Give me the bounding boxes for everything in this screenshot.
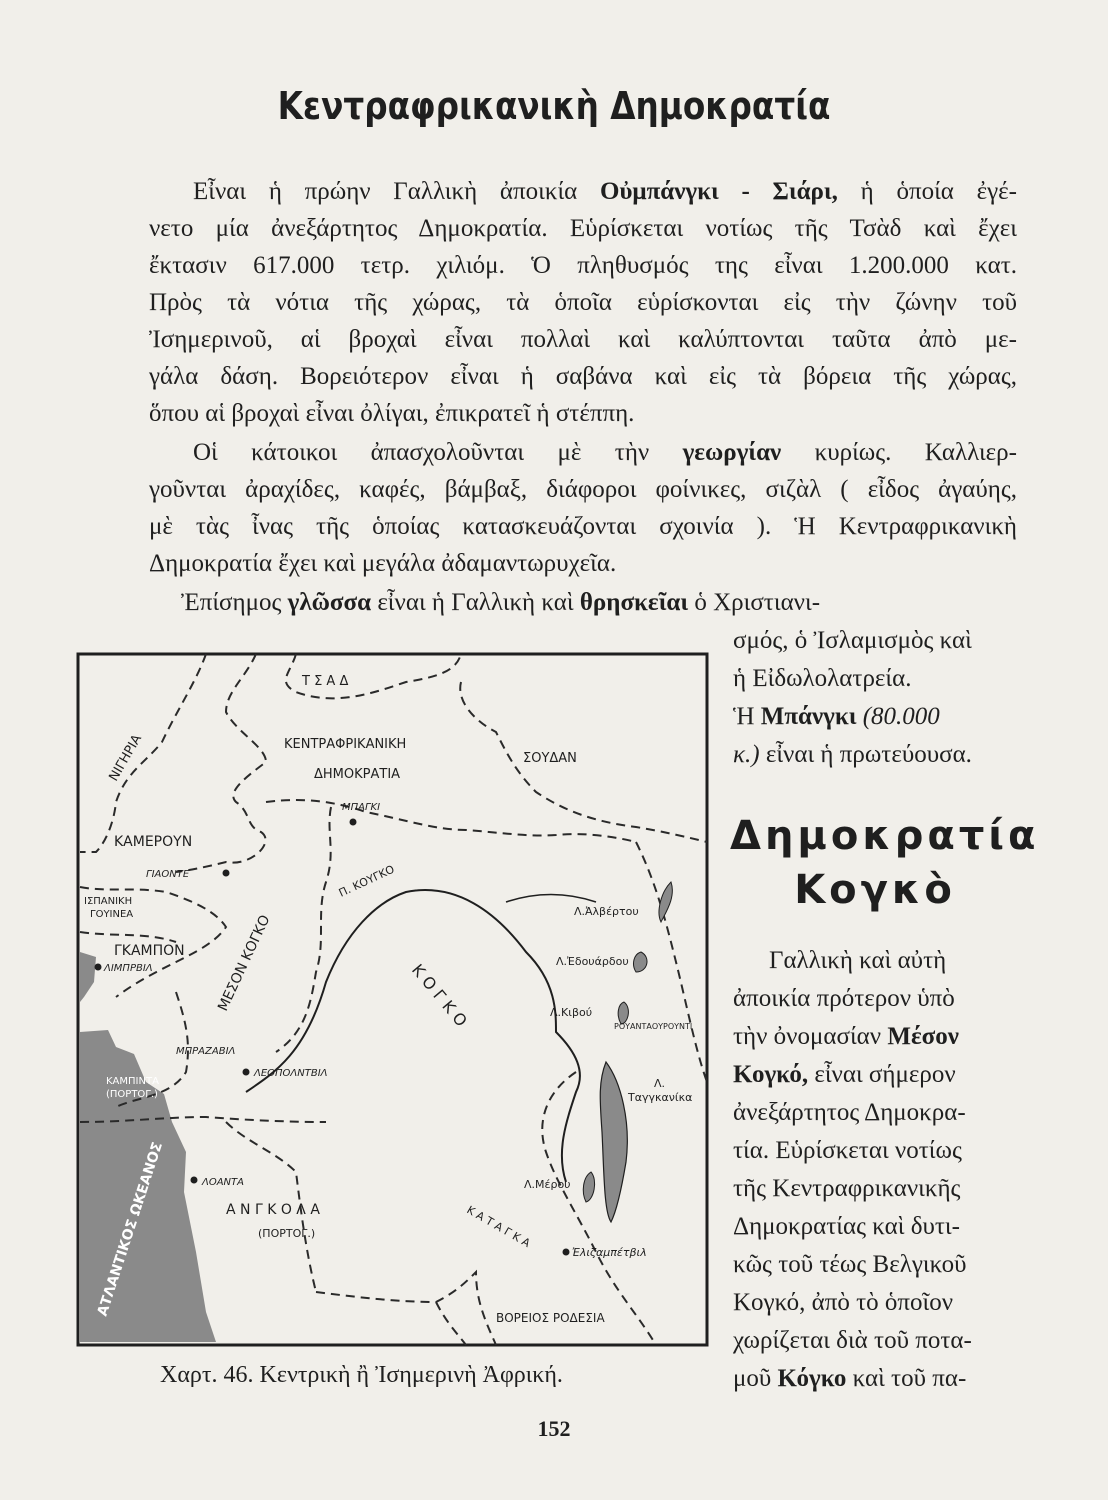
text-line <box>733 1322 1019 1360</box>
label-middle-congo: ΜΕΣΟΝ ΚΟΓΚΟ <box>215 912 274 1014</box>
label-sudan: ΣΟΥΔΑΝ <box>523 751 577 766</box>
text-line <box>149 321 1017 358</box>
section-title-line-1: Δημοκρατία <box>730 813 1040 859</box>
congo-river <box>246 890 580 1182</box>
text-segment: ἀποικία πρότερον ὑπὸ <box>733 985 955 1012</box>
text-segment: Κογκό, <box>733 1061 809 1088</box>
text-segment: γοῦνται ἀραχίδες, καφές, βάμβαξ, διάφοροι φοίνικες, σιζὰλ ( εἶδος ἀγαύης, <box>149 476 1017 503</box>
text-segment: μοῦ <box>733 1365 778 1392</box>
text-line <box>733 660 1019 698</box>
right-column-text-1 <box>733 622 1019 774</box>
text-line <box>733 622 1019 660</box>
text-segment: Μέσον <box>887 1023 959 1050</box>
label-cameroon: ΚΑΜΕΡΟΥΝ <box>114 834 193 850</box>
text-line <box>733 1018 1019 1056</box>
label-congo-river: Π. ΚΟΥΓΚΟ <box>336 862 397 900</box>
text-segment: Εἶναι ἡ πρώην Γαλλικὴ ἀποικία <box>193 178 600 205</box>
label-libreville: ΛΙΜΠΡΒΙΛ <box>104 963 153 974</box>
label-angola-1: Α Ν Γ Κ Ο Λ Α <box>226 1202 320 1218</box>
label-northern-rhodesia: ΒΟΡΕΙΟΣ ΡΟΔΕΣΙΑ <box>496 1311 605 1325</box>
leopoldville-dot <box>243 1069 250 1076</box>
text-segment: εἶναι ἡ Γαλλικὴ καὶ <box>371 589 580 616</box>
text-segment: Οἱ κάτοικοι ἀπασχολοῦνται μὲ τὴν <box>193 439 683 466</box>
text-segment: εἶναι σήμερον <box>808 1061 956 1088</box>
text-segment: μὲ τὰς ἶνας τῆς ὁποίας κατασκευάζονται σχοινία ). Ἡ Κεντραφρικανικὴ <box>149 513 1017 540</box>
label-brazzaville: ΜΠΡΑΖΑΒΙΛ <box>176 1046 236 1057</box>
paragraph-1 <box>149 173 1017 432</box>
text-line <box>733 1208 1019 1246</box>
text-line <box>733 980 1019 1018</box>
lake-mweru <box>583 1172 594 1202</box>
text-line <box>149 395 1017 432</box>
text-segment: τία. Εὑρίσκεται νοτίως <box>733 1137 962 1164</box>
label-angola-2: (ΠΟΡΤΟΓ.) <box>258 1227 316 1240</box>
text-segment: ἀνεξάρτητος Δημοκρα- <box>733 1099 966 1126</box>
text-line <box>733 1360 1019 1398</box>
text-line <box>149 584 1019 621</box>
text-segment: Γαλλικὴ καὶ αὐτὴ <box>769 947 947 974</box>
label-gabon: ΓΚΑΜΠΟΝ <box>114 943 185 959</box>
text-segment: Δημοκρατίας καὶ δυτι- <box>733 1213 960 1240</box>
text-line <box>149 247 1017 284</box>
text-segment: Κογκό, ἀπὸ τὸ ὁποῖον <box>733 1289 954 1316</box>
text-segment: ἡ ὁποία ἐγέ- <box>837 178 1017 205</box>
label-central-african-2: ΔΗΜΟΚΡΑΤΙΑ <box>314 767 401 782</box>
text-line <box>149 210 1017 247</box>
lake-tanganyika <box>600 1062 627 1222</box>
label-lake-mweru: Λ.Μέρου <box>524 1178 571 1191</box>
map-caption: Χαρτ. 46. Κεντρικὴ ἢ Ἰσημερινὴ Ἀφρική. <box>160 1362 563 1388</box>
text-line <box>733 698 1019 736</box>
label-lake-albert: Λ.Ἀλβέρτου <box>574 905 639 918</box>
section-title-line-2: Κογκὸ <box>794 867 956 913</box>
label-nigeria: ΝΙΓΗΡΙΑ <box>106 732 146 784</box>
label-luanda: ΛΟΑΝΤΑ <box>202 1177 244 1188</box>
page-number: 152 <box>537 1416 571 1441</box>
text-segment: καὶ τοῦ πα- <box>846 1365 967 1392</box>
text-segment: τὴν ὀνομασίαν <box>733 1023 888 1050</box>
lake-edward <box>634 952 648 972</box>
label-lake-edward: Λ.Ἐδουάρδου <box>556 955 629 968</box>
label-katanga: Κ Α Τ Α Γ Κ Α <box>464 1203 533 1251</box>
text-line <box>733 1246 1019 1284</box>
page-title: Κεντραφρικανικὴ Δημοκρατία <box>277 84 831 128</box>
text-segment: γλῶσσα <box>287 589 372 616</box>
text-segment: ὅπου αἱ βροχαὶ εἶναι ὀλίγαι, ἐπικρατεῖ ἡ στέππη. <box>149 400 635 427</box>
text-line <box>733 1094 1019 1132</box>
text-segment: Ἡ <box>733 703 761 730</box>
elisabethville-dot <box>563 1249 570 1256</box>
text-segment: Ἐπίσημος <box>181 589 288 616</box>
label-atlantic: ΑΤΛΑΝΤΙΚΟΣ ΩΚΕΑΝΟΣ <box>94 1140 167 1319</box>
libreville-dot <box>95 964 102 971</box>
label-kongo-region: Κ Ο Γ Κ Ο <box>407 960 471 1031</box>
text-segment: κῶς τοῦ τέως Βελγικοῦ <box>733 1251 967 1278</box>
text-segment: εἶναι ἡ πρωτεύουσα. <box>759 741 972 768</box>
label-yaounde: ΓΙΑΟΝΤΕ <box>146 869 190 880</box>
paragraph-2 <box>149 434 1017 582</box>
text-line <box>733 1284 1019 1322</box>
text-line <box>733 1132 1019 1170</box>
label-lake-tanganyika-2: Ταγγκανίκα <box>628 1091 693 1104</box>
text-segment: ἡ Εἰδωλολατρεία. <box>733 665 912 692</box>
label-cabinda-1: ΚΑΜΠΙΝΤΑ <box>106 1076 159 1087</box>
label-spanish-guinea-2: ΓΟΥΙΝΕΑ <box>90 909 134 920</box>
label-cabinda-2: (ΠΟΡΤΟΓ.) <box>106 1089 158 1100</box>
text-segment: σμός, ὁ Ἰσλαμισμὸς καὶ <box>733 627 972 654</box>
luanda-dot <box>191 1177 198 1184</box>
paragraph-3 <box>149 584 1019 621</box>
label-spanish-guinea-1: ΙΣΠΑΝΙΚΗ <box>84 896 133 907</box>
text-line <box>149 173 1017 210</box>
text-segment: θρησκεῖαι <box>579 589 689 616</box>
text-line <box>733 1170 1019 1208</box>
text-segment: Ἰσημερινοῦ, αἱ βροχαὶ εἶναι πολλαὶ καὶ καλύπτονται ταῦτα ἀπὸ με- <box>149 326 1017 353</box>
text-segment: ἔκτασιν 617.000 τετρ. χιλιόμ. Ὁ πληθυσμός της εἶναι 1.200.000 κατ. <box>149 252 1017 279</box>
bangui-dot <box>350 819 357 826</box>
text-segment: Πρὸς τὰ νότια τῆς χώρας, τὰ ὁποῖα εὑρίσκονται εἰς τὴν ζώνην τοῦ <box>149 289 1017 316</box>
text-line <box>149 508 1017 545</box>
label-central-african-1: ΚΕΝΤΡΑΦΡΙΚΑΝΙΚΗ <box>284 737 407 752</box>
text-segment: Κόγκο <box>777 1365 847 1392</box>
text-segment: χωρίζεται διὰ τοῦ ποτα- <box>733 1327 972 1354</box>
text-line <box>733 942 1019 980</box>
lake-kivu <box>618 1002 628 1024</box>
label-lake-tanganyika-1: Λ. <box>654 1077 666 1090</box>
label-ruanda-urundi: ΡΟΥΑΝΤΑΟΥΡΟΥΝΤΙ <box>614 1022 693 1031</box>
text-segment: Δημοκρατία ἔχει καὶ μεγάλα ἀδαμαντωρυχεῖα. <box>149 550 617 577</box>
text-segment: κυρίως. Καλλιερ- <box>781 439 1017 466</box>
text-segment: (80.000 <box>862 703 940 730</box>
label-leopoldville: ΛΕΟΠΟΛΝΤΒΙΛ <box>254 1068 328 1079</box>
lake-albert <box>659 882 672 922</box>
text-segment: γεωργίαν <box>682 439 782 466</box>
map-central-africa <box>76 652 709 1347</box>
text-line <box>149 471 1017 508</box>
text-segment: τῆς Κεντραφρικανικῆς <box>733 1175 961 1202</box>
text-segment: κ.) <box>733 741 760 768</box>
text-line <box>149 545 1017 582</box>
text-line <box>149 358 1017 395</box>
text-segment: νετο μία ἀνεξάρτητος Δημοκρατία. Εὑρίσκεται νοτίως τῆς Τσὰδ καὶ ἔχει <box>149 215 1017 242</box>
text-line <box>733 1056 1019 1094</box>
right-column-text-2 <box>733 942 1019 1398</box>
label-elisabethville: Ἐλιζαμπέτβιλ <box>572 1246 647 1259</box>
text-segment: Οὐμπάνγκι - Σιάρι, <box>600 178 838 205</box>
text-line <box>149 434 1017 471</box>
text-segment: γάλα δάση. Βορειότερον εἶναι ἡ σαβάνα καὶ εἰς τὰ βόρεια τῆς χώρας, <box>149 363 1017 390</box>
yaounde-dot <box>223 870 230 877</box>
text-line <box>733 736 1019 774</box>
label-lake-kivu: Λ.Κιβού <box>550 1006 593 1019</box>
text-segment: Μπάνγκι <box>760 703 857 730</box>
label-bangui: ΜΠΑΓΚΙ <box>342 802 381 813</box>
text-line <box>149 284 1017 321</box>
text-segment: ὁ Χριστιανι- <box>688 589 821 616</box>
label-tsad: Τ Σ Α Δ <box>302 674 349 689</box>
